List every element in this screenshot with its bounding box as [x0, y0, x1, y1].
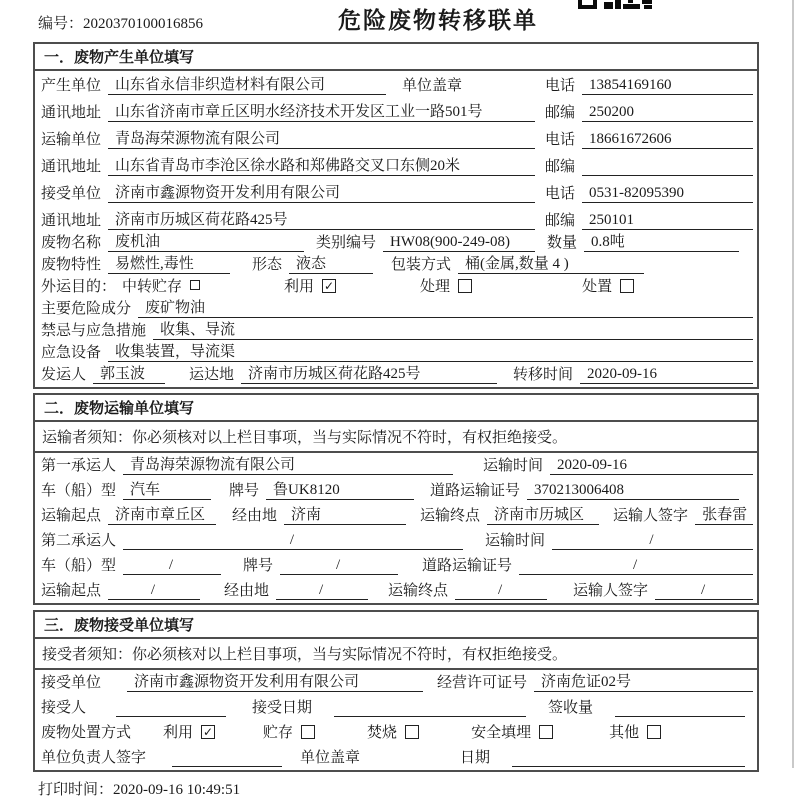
zip-value: 250101	[582, 212, 753, 230]
purpose-option-transfer-storage	[122, 275, 200, 296]
address-label: 通讯地址	[41, 105, 102, 121]
form-row	[35, 343, 757, 365]
checkbox-incinerate-icon	[405, 725, 419, 739]
section-receiver	[33, 610, 759, 772]
vehicle-type-value: /	[123, 557, 221, 575]
checkbox-utilize-icon: ✓	[203, 724, 214, 739]
transport-time-label: 运输时间	[485, 533, 546, 549]
quantity-label: 数量	[547, 235, 578, 251]
via-label: 经由地	[224, 583, 270, 599]
option-label: 其他	[609, 725, 640, 741]
checkbox-treat-icon	[458, 279, 472, 293]
waste-name-label: 废物名称	[41, 235, 102, 251]
receiver-label: 接受人	[41, 700, 87, 716]
address-value: 山东省济南市章丘区明水经济技术开发区工业一路501号	[108, 104, 535, 122]
carrier2-value: /	[123, 532, 463, 550]
carrier2-label: 第二承运人	[41, 533, 117, 549]
form-row	[35, 179, 757, 206]
transporter-signature-label: 运输人签字	[573, 583, 649, 599]
transporter-signature-value: /	[655, 582, 753, 600]
emergency-equipment-value: 收集装置，导流渠	[108, 344, 753, 362]
form-row	[35, 98, 757, 125]
document-header	[0, 0, 796, 42]
checkbox-landfill-icon	[539, 725, 553, 739]
serial-value: 2020370100016856	[83, 16, 204, 32]
transport-unit-value: 青岛海荣源物流有限公司	[108, 131, 535, 149]
taboo-measures-label: 禁忌与应急措施	[41, 323, 147, 339]
generating-unit-value: 山东省永信非织造材料有限公司	[108, 77, 386, 95]
waste-traits-value: 易燃性,毒性	[108, 256, 230, 274]
form-row	[35, 478, 757, 503]
zip-label: 邮编	[545, 105, 576, 121]
receive-date-value	[334, 700, 526, 717]
taboo-measures-value: 收集、导流	[153, 322, 753, 340]
responsible-signature-label: 单位负责人签字	[41, 750, 147, 766]
plate-value: 鲁UK8120	[266, 482, 414, 500]
section3-title: 三．废物接受单位填写	[35, 612, 757, 639]
destination-label: 运达地	[189, 367, 235, 383]
plate-label: 牌号	[243, 558, 274, 574]
received-amount-label: 签收量	[548, 700, 594, 716]
qr-code-fragment	[578, 0, 652, 9]
receiving-unit-label: 接受单位	[41, 186, 102, 202]
disposal-option-incinerate	[367, 721, 419, 742]
address-value: 济南市历城区荷花路425号	[108, 212, 535, 230]
window-edge-line	[792, 0, 794, 768]
receiver-value	[116, 700, 226, 717]
transporter-signature-label: 运输人签字	[613, 508, 689, 524]
disposal-option-store	[263, 721, 315, 742]
transport-time-value: 2020-09-16	[550, 457, 753, 475]
form-row	[35, 299, 757, 321]
phone-label: 电话	[545, 78, 576, 94]
option-label: 中转贮存	[122, 279, 183, 295]
quantity-value: 0.8吨	[584, 234, 739, 252]
date-value	[512, 750, 745, 767]
origin-value: /	[108, 582, 200, 600]
terminus-label: 运输终点	[388, 583, 449, 599]
receiving-unit-label: 接受单位	[41, 675, 102, 691]
form-row	[35, 720, 757, 745]
origin-label: 运输起点	[41, 508, 102, 524]
transport-time-value: /	[552, 532, 753, 550]
disposal-option-other	[609, 721, 661, 742]
print-time-value: 2020-09-16 10:49:51	[113, 782, 241, 798]
purpose-option-utilize	[284, 275, 336, 296]
form-row	[35, 233, 757, 255]
purpose-label: 外运目的：	[41, 279, 117, 295]
packaging-label: 包装方式	[391, 257, 452, 273]
transporter-notice: 运输者须知：你必须核对以上栏目事项，当与实际情况不符时，有权拒绝接受。	[35, 422, 757, 453]
option-label: 处理	[420, 279, 451, 295]
phone-label: 电话	[545, 132, 576, 148]
form-row	[35, 206, 757, 233]
disposal-option-landfill	[471, 721, 553, 742]
disposal-method-label: 废物处置方式	[41, 725, 132, 741]
option-label: 焚烧	[367, 725, 398, 741]
unit-stamp-label: 单位盖章	[402, 78, 463, 94]
transfer-time-label: 转移时间	[513, 367, 574, 383]
checkbox-store-icon	[301, 725, 315, 739]
via-value: 济南	[284, 507, 406, 525]
disposal-option-utilize	[163, 721, 215, 742]
terminus-value: /	[455, 582, 547, 600]
road-permit-label: 道路运输证号	[430, 483, 521, 499]
section-transporter	[33, 393, 759, 605]
option-label: 安全填埋	[471, 725, 532, 741]
purpose-option-treat	[420, 275, 472, 296]
hazard-component-value: 废矿物油	[138, 300, 753, 318]
form-state-label: 形态	[252, 257, 283, 273]
shipper-value: 郭玉波	[93, 366, 165, 384]
transporter-signature-value: 张春雷	[695, 507, 753, 525]
form-row	[35, 695, 757, 720]
transport-time-label: 运输时间	[483, 458, 544, 474]
phone-value: 13854169160	[582, 77, 753, 95]
unit-stamp-label: 单位盖章	[300, 750, 361, 766]
checkbox-transfer-storage-icon	[190, 280, 200, 290]
form-row	[35, 578, 757, 603]
received-amount-value	[615, 700, 745, 717]
packaging-value: 桶(金属,数量 4 )	[458, 256, 644, 274]
waste-name-value: 废机油	[108, 234, 304, 252]
page-title: 危险废物转移联单	[338, 7, 538, 33]
serial-label: 编号：	[38, 16, 84, 32]
form-row	[35, 277, 757, 299]
origin-value: 济南市章丘区	[108, 507, 216, 525]
date-label: 日期	[460, 750, 491, 766]
terminus-value: 济南市历城区	[487, 507, 599, 525]
road-permit-label: 道路运输证号	[422, 558, 513, 574]
carrier1-label: 第一承运人	[41, 458, 117, 474]
form-state-value: 液态	[289, 256, 373, 274]
plate-value: /	[280, 557, 398, 575]
form-row	[35, 453, 757, 478]
checkbox-utilize-icon: ✓	[324, 278, 335, 293]
form-row	[35, 152, 757, 179]
zip-label: 邮编	[545, 159, 576, 175]
form-row	[35, 553, 757, 578]
purpose-option-dispose	[582, 275, 634, 296]
print-time	[38, 778, 796, 799]
option-label: 处置	[582, 279, 613, 295]
option-label: 贮存	[263, 725, 294, 741]
transfer-time-value: 2020-09-16	[580, 366, 753, 384]
form-row	[35, 125, 757, 152]
checkbox-other-icon	[647, 725, 661, 739]
address-label: 通讯地址	[41, 213, 102, 229]
category-code-value: HW08(900-249-08)	[383, 234, 535, 252]
zip-value: 250200	[582, 104, 753, 122]
terminus-label: 运输终点	[420, 508, 481, 524]
category-code-label: 类别编号	[316, 235, 377, 251]
road-permit-value: 370213006408	[527, 482, 739, 500]
checkbox-dispose-icon	[620, 279, 634, 293]
via-value: /	[276, 582, 368, 600]
form-row	[35, 321, 757, 343]
section-generator	[33, 42, 759, 389]
section2-title: 二．废物运输单位填写	[35, 395, 757, 422]
plate-label: 牌号	[229, 483, 260, 499]
permit-no-label: 经营许可证号	[437, 675, 528, 691]
address-value: 山东省青岛市李沧区徐水路和郑佛路交叉口东侧20米	[108, 158, 535, 176]
form-row	[35, 503, 757, 528]
form-row	[35, 71, 757, 98]
phone-value: 18661672606	[582, 131, 753, 149]
option-label: 利用	[284, 279, 315, 295]
vehicle-type-label: 车（船）型	[41, 558, 117, 574]
form-row	[35, 255, 757, 277]
origin-label: 运输起点	[41, 583, 102, 599]
destination-value: 济南市历城区荷花路425号	[241, 366, 497, 384]
address-label: 通讯地址	[41, 159, 102, 175]
print-time-label: 打印时间：	[38, 782, 114, 798]
option-label: 利用	[163, 725, 194, 741]
phone-label: 电话	[545, 186, 576, 202]
shipper-label: 发运人	[41, 367, 87, 383]
via-label: 经由地	[232, 508, 278, 524]
carrier1-value: 青岛海荣源物流有限公司	[123, 457, 453, 475]
road-permit-value: /	[519, 557, 753, 575]
section1-title: 一．废物产生单位填写	[35, 44, 757, 71]
form-row	[35, 745, 757, 770]
serial-number	[38, 12, 203, 33]
zip-value	[582, 159, 753, 176]
zip-label: 邮编	[545, 213, 576, 229]
phone-value: 0531-82095390	[582, 185, 753, 203]
form-row	[35, 365, 757, 387]
hazard-component-label: 主要危险成分	[41, 301, 132, 317]
receive-date-label: 接受日期	[252, 700, 313, 716]
form-row	[35, 670, 757, 695]
vehicle-type-value: 汽车	[123, 482, 211, 500]
transport-unit-label: 运输单位	[41, 132, 102, 148]
emergency-equipment-label: 应急设备	[41, 345, 102, 361]
receiving-unit-value: 济南市鑫源物资开发利用有限公司	[108, 185, 535, 203]
generating-unit-label: 产生单位	[41, 78, 102, 94]
permit-no-value: 济南危证02号	[534, 674, 753, 692]
receiver-notice: 接受者须知：你必须核对以上栏目事项，当与实际情况不符时，有权拒绝接受。	[35, 639, 757, 670]
responsible-signature-value	[172, 750, 282, 767]
form-row	[35, 528, 757, 553]
receiving-unit-value: 济南市鑫源物资开发利用有限公司	[127, 674, 423, 692]
waste-traits-label: 废物特性	[41, 257, 102, 273]
vehicle-type-label: 车（船）型	[41, 483, 117, 499]
